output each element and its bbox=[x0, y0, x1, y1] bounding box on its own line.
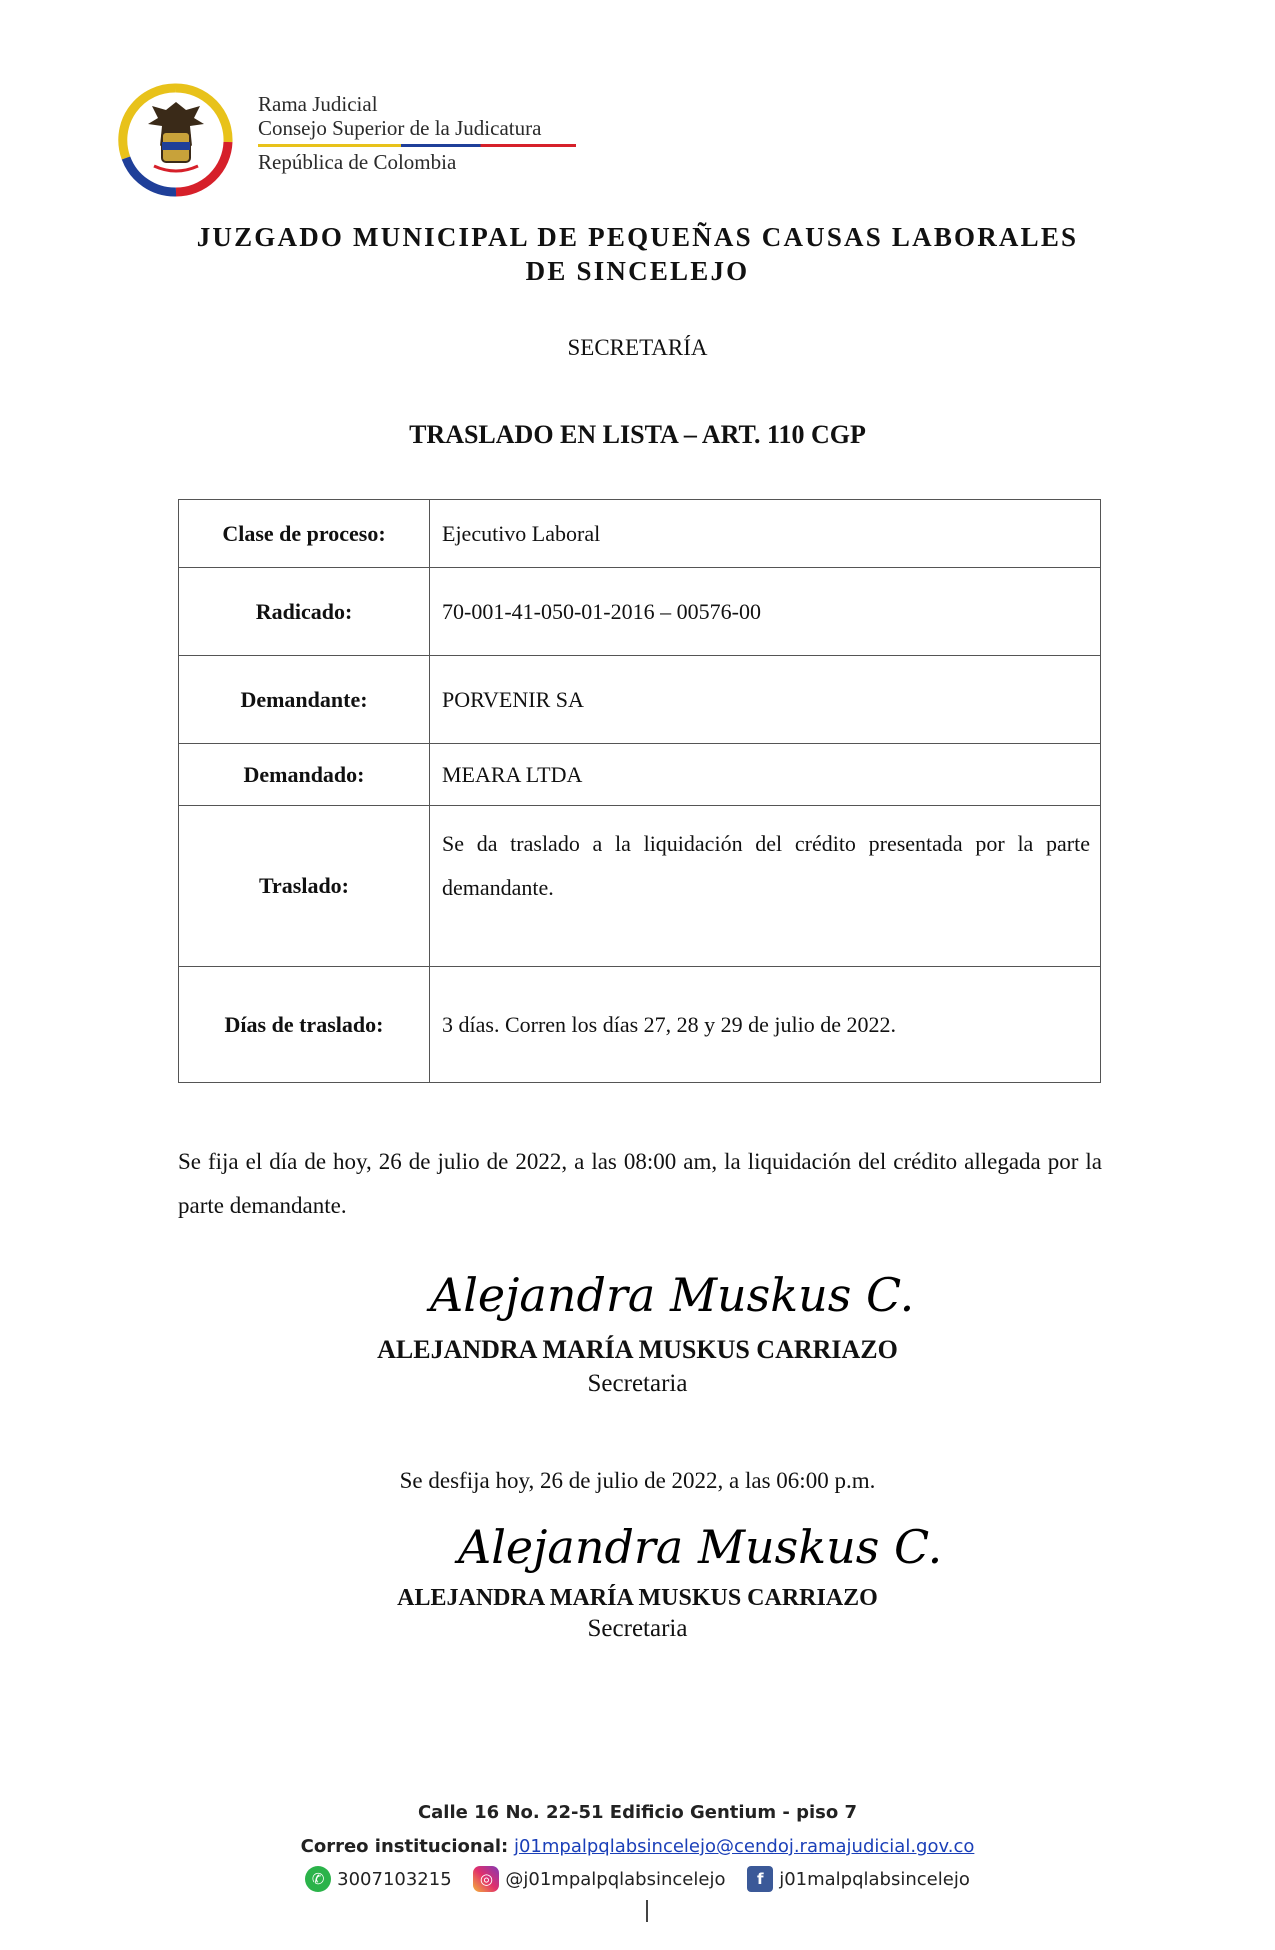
document-title: TRASLADO EN LISTA – ART. 110 CGP bbox=[409, 420, 866, 449]
table-row bbox=[179, 744, 1101, 806]
row-value: Se da traslado a la liquidación del crédito presentada por la parte demandante. bbox=[430, 806, 1101, 967]
signer-role-1: Secretaria bbox=[587, 1370, 688, 1397]
instagram-contact[interactable] bbox=[473, 1866, 725, 1892]
footer-social bbox=[0, 1866, 1275, 1892]
email-label: Correo institucional: bbox=[300, 1836, 509, 1857]
office-label: SECRETARÍA bbox=[567, 335, 708, 360]
signer-name-1: ALEJANDRA MARÍA MUSKUS CARRIAZO bbox=[377, 1335, 898, 1364]
signer-name-2: ALEJANDRA MARÍA MUSKUS CARRIAZO bbox=[397, 1585, 878, 1611]
table-row bbox=[179, 568, 1101, 656]
row-value: MEARA LTDA bbox=[430, 744, 1101, 806]
logo-line-3: República de Colombia bbox=[258, 150, 457, 174]
rama-judicial-logo bbox=[106, 80, 246, 198]
row-label: Clase de proceso: bbox=[179, 500, 430, 568]
facebook-handle: j01malpqlabsincelejo bbox=[779, 1868, 970, 1890]
signature-1: Alejandra Muskus C. bbox=[430, 1268, 915, 1322]
court-line-2: DE SINCELEJO bbox=[525, 256, 750, 286]
row-label: Demandado: bbox=[179, 744, 430, 806]
logo-line-2: Consejo Superior de la Judicatura bbox=[258, 116, 542, 140]
table-row bbox=[179, 656, 1101, 744]
facebook-contact[interactable] bbox=[747, 1866, 970, 1892]
case-info-table bbox=[178, 499, 1101, 1083]
footer-email-line bbox=[0, 1836, 1275, 1857]
row-label: Traslado: bbox=[179, 806, 430, 967]
row-label: Demandante: bbox=[179, 656, 430, 744]
removal-text: Se desfija hoy, 26 de julio de 2022, a las 06:00 p.m. bbox=[399, 1468, 876, 1493]
posting-paragraph: Se fija el día de hoy, 26 de julio de 2022, a las 08:00 am, la liquidación del crédito allegada por la parte demandante. bbox=[178, 1149, 1102, 1218]
logo-tricolor-line bbox=[258, 144, 576, 147]
instagram-handle: @j01mpalpqlabsincelejo bbox=[505, 1868, 726, 1890]
row-value: 3 días. Corren los días 27, 28 y 29 de julio de 2022. bbox=[430, 967, 1101, 1083]
row-value: PORVENIR SA bbox=[430, 656, 1101, 744]
court-line-1: JUZGADO MUNICIPAL DE PEQUEÑAS CAUSAS LABORALES bbox=[196, 222, 1079, 252]
table-row bbox=[179, 806, 1101, 967]
signature-2: Alejandra Muskus C. bbox=[458, 1520, 943, 1574]
email-link[interactable]: j01mpalpqlabsincelejo@cendoj.ramajudicial.gov.co bbox=[513, 1836, 975, 1857]
row-label: Días de traslado: bbox=[179, 967, 430, 1083]
text-cursor bbox=[646, 1900, 648, 1922]
whatsapp-number: 3007103215 bbox=[337, 1868, 452, 1890]
facebook-icon: f bbox=[747, 1866, 773, 1892]
whatsapp-contact[interactable] bbox=[305, 1866, 452, 1892]
row-label: Radicado: bbox=[179, 568, 430, 656]
whatsapp-icon: ✆ bbox=[305, 1866, 331, 1892]
footer-address: Calle 16 No. 22-51 Edificio Gentium - piso 7 bbox=[417, 1802, 858, 1823]
table-row bbox=[179, 500, 1101, 568]
row-value: Ejecutivo Laboral bbox=[430, 500, 1101, 568]
table-row bbox=[179, 967, 1101, 1083]
instagram-icon: ◎ bbox=[473, 1866, 499, 1892]
logo-text bbox=[258, 92, 541, 174]
row-value: 70-001-41-050-01-2016 – 00576-00 bbox=[430, 568, 1101, 656]
court-heading bbox=[0, 220, 1275, 288]
signer-role-2: Secretaria bbox=[587, 1615, 688, 1642]
logo-line-1: Rama Judicial bbox=[258, 92, 378, 116]
